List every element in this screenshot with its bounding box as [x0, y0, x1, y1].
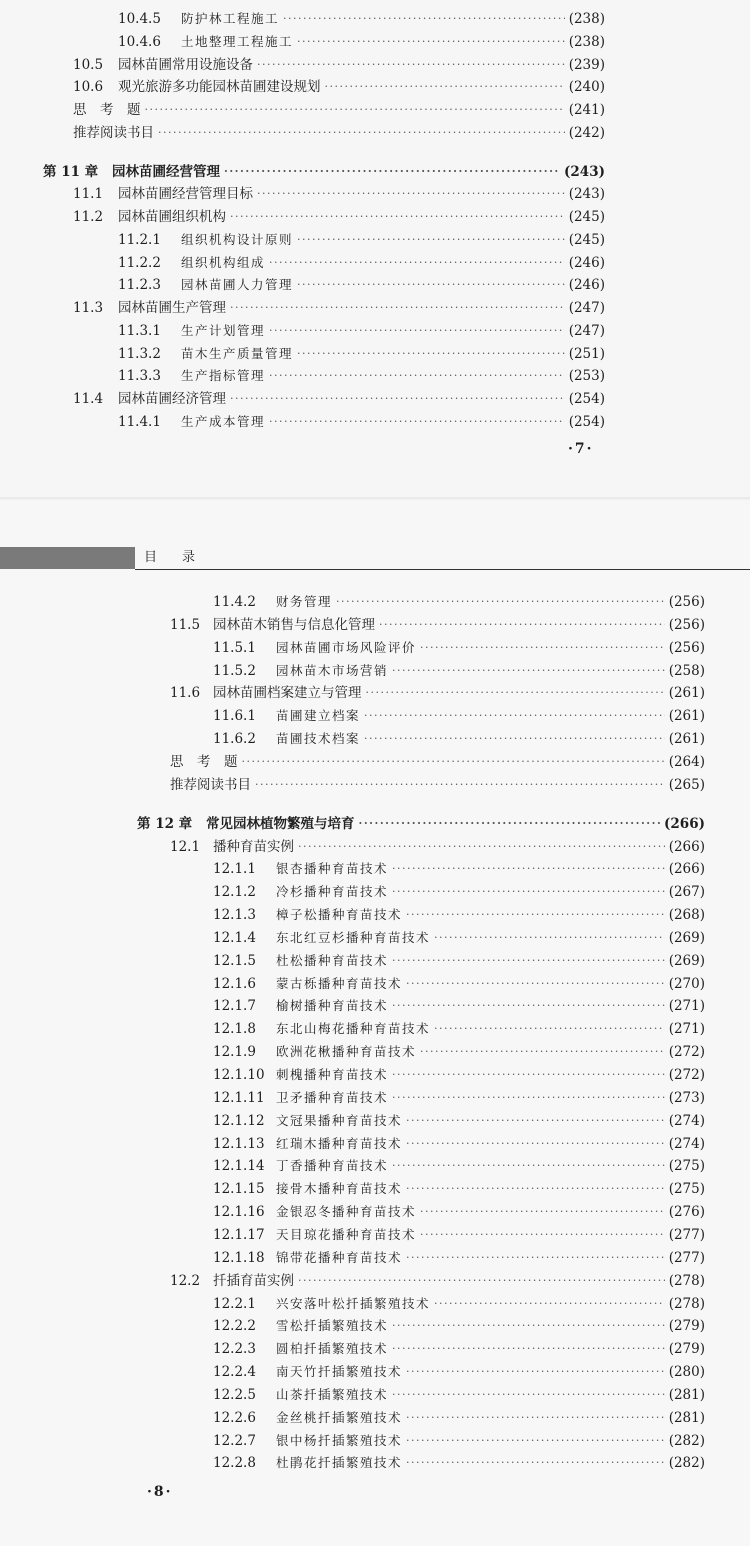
section-title: 苗木生产质量管理	[181, 346, 294, 361]
section-title: 生产指标管理	[181, 368, 266, 383]
dot-leader	[392, 660, 665, 682]
dot-leader	[406, 1133, 665, 1155]
toc-entry	[213, 950, 705, 972]
toc-entry	[213, 1201, 705, 1223]
toc-entry	[213, 1087, 705, 1109]
dot-leader	[230, 388, 565, 410]
page-reference: (281)	[668, 1410, 705, 1426]
toc-entry	[213, 1178, 705, 1200]
toc-entry	[170, 774, 705, 796]
page-reference: (273)	[668, 1090, 705, 1106]
dot-leader	[406, 904, 665, 926]
toc-entry	[170, 614, 705, 636]
dot-leader	[392, 1155, 665, 1177]
section-number: 10.4.5	[118, 11, 161, 27]
section-number: 12.1	[170, 839, 201, 855]
section-number: 11.2.2	[118, 255, 161, 271]
section-number: 11.5	[170, 617, 201, 633]
toc-page-8	[0, 500, 750, 1546]
section-number: 11.6.2	[213, 731, 256, 747]
section-number: 12.1.5	[213, 953, 256, 969]
dot-leader	[406, 1407, 665, 1429]
page-reference: (264)	[668, 754, 705, 770]
section-number: 12.2.3	[213, 1341, 256, 1357]
toc-entry	[213, 1384, 705, 1406]
section-number: 11.5.2	[213, 663, 256, 679]
page-reference: (247)	[568, 323, 605, 339]
page-reference: (276)	[668, 1204, 705, 1220]
section-title: 雪松扦插繁殖技术	[276, 1318, 389, 1333]
section-number: 11.3.2	[118, 346, 161, 362]
section-number: 11.1	[73, 186, 104, 202]
running-header: 目 录	[144, 550, 202, 565]
section-title: 观光旅游多功能园林苗圃建设规划	[118, 79, 321, 95]
dot-leader	[297, 229, 565, 251]
dot-leader	[297, 343, 565, 365]
section-title: 土地整理工程施工	[181, 34, 294, 49]
page-reference: (239)	[568, 57, 605, 73]
toc-entry	[213, 995, 705, 1017]
page-reference: (281)	[668, 1387, 705, 1403]
section-number: 11.6.1	[213, 708, 256, 724]
dot-leader	[420, 1201, 665, 1223]
section-title: 圆柏扦插繁殖技术	[276, 1341, 389, 1356]
section-title: 常见园林植物繁殖与培育	[206, 816, 355, 832]
page-reference: (240)	[568, 79, 605, 95]
page-reference: (269)	[668, 930, 705, 946]
page-reference: (254)	[568, 391, 605, 407]
section-number: 12.2	[170, 1273, 201, 1289]
dot-leader	[392, 1384, 665, 1406]
dot-leader	[406, 973, 665, 995]
toc-entry	[213, 1452, 705, 1474]
page-reference: (251)	[568, 346, 605, 362]
page-reference: (256)	[668, 617, 705, 633]
page-reference: (238)	[568, 34, 605, 50]
dot-leader	[434, 927, 665, 949]
section-number: 11.3.1	[118, 323, 161, 339]
section-title: 苗圃技术档案	[276, 731, 361, 746]
section-title: 金银忍冬播种育苗技术	[276, 1204, 417, 1219]
dot-leader	[406, 1430, 665, 1452]
toc-entry	[213, 728, 705, 750]
section-number: 12.2.5	[213, 1387, 256, 1403]
section-title: 欧洲花楸播种育苗技术	[276, 1044, 417, 1059]
toc-entry	[213, 591, 705, 613]
dot-leader	[257, 183, 565, 205]
dot-leader	[366, 682, 665, 704]
toc-entry	[213, 881, 705, 903]
page-reference: (256)	[668, 594, 705, 610]
page-reference: (269)	[668, 953, 705, 969]
section-number: 12.1.18	[213, 1250, 265, 1266]
page-reference: (258)	[668, 663, 705, 679]
toc-entry	[213, 1064, 705, 1086]
page-reference: (243)	[568, 186, 605, 202]
toc-entry	[170, 751, 705, 773]
toc-chapter-entry	[137, 813, 705, 835]
toc-entry	[73, 297, 605, 319]
page-reference: (268)	[668, 907, 705, 923]
section-title: 园林苗圃经营管理	[112, 164, 220, 180]
section-number: 第 11 章	[43, 164, 99, 180]
section-number: 11.4	[73, 391, 104, 407]
page-number: ·8·	[147, 1484, 173, 1500]
section-number: 11.3.3	[118, 368, 161, 384]
section-number: 12.2.8	[213, 1455, 256, 1471]
page-reference: (275)	[668, 1158, 705, 1174]
toc-entry	[213, 904, 705, 926]
page-reference: (267)	[668, 884, 705, 900]
section-title: 思 考 题	[170, 754, 238, 770]
section-number: 12.1.2	[213, 884, 256, 900]
toc-entry	[73, 183, 605, 205]
section-number: 12.1.3	[213, 907, 256, 923]
toc-entry	[213, 637, 705, 659]
dot-leader	[392, 1315, 665, 1337]
section-title: 园林苗圃经营管理目标	[118, 186, 253, 202]
section-title: 红瑞木播种育苗技术	[276, 1136, 403, 1151]
section-title: 榆树播种育苗技术	[276, 998, 389, 1013]
dot-leader	[224, 161, 560, 183]
section-number: 12.1.8	[213, 1021, 256, 1037]
toc-entry	[213, 858, 705, 880]
toc-entry	[118, 411, 605, 433]
page-reference: (266)	[668, 861, 705, 877]
toc-entry	[213, 973, 705, 995]
toc-entry	[73, 76, 605, 98]
section-number: 第 12 章	[137, 816, 193, 832]
toc-entry	[213, 1110, 705, 1132]
dot-leader	[298, 836, 665, 858]
dot-leader	[269, 365, 565, 387]
page-reference: (271)	[668, 998, 705, 1014]
section-number: 11.3	[73, 300, 104, 316]
section-title: 接骨木播种育苗技术	[276, 1181, 403, 1196]
page-reference: (238)	[568, 11, 605, 27]
section-number: 11.4.1	[118, 414, 161, 430]
dot-leader	[406, 1247, 665, 1269]
section-title: 杜松播种育苗技术	[276, 953, 389, 968]
section-title: 园林苗圃档案建立与管理	[213, 685, 362, 701]
section-title: 文冠果播种育苗技术	[276, 1113, 403, 1128]
dot-leader	[420, 1224, 665, 1246]
dot-leader	[269, 320, 565, 342]
page-reference: (282)	[668, 1433, 705, 1449]
dot-leader	[336, 591, 665, 613]
header-rule	[135, 569, 750, 570]
dot-leader	[406, 1452, 665, 1474]
toc-entry	[213, 1224, 705, 1246]
page-reference: (245)	[568, 209, 605, 225]
section-number: 11.2	[73, 209, 104, 225]
section-title: 刺槐播种育苗技术	[276, 1067, 389, 1082]
page-reference: (274)	[668, 1136, 705, 1152]
section-number: 12.2.6	[213, 1410, 256, 1426]
page-reference: (246)	[568, 277, 605, 293]
toc-entry	[170, 682, 705, 704]
section-title: 生产计划管理	[181, 323, 266, 338]
dot-leader	[242, 751, 665, 773]
section-title: 金丝桃扦插繁殖技术	[276, 1410, 403, 1425]
toc-entry	[213, 1407, 705, 1429]
page-reference: (274)	[668, 1113, 705, 1129]
section-title: 推荐阅读书目	[73, 125, 154, 141]
section-title: 天目琼花播种育苗技术	[276, 1227, 417, 1242]
section-number: 10.5	[73, 57, 104, 73]
section-title: 园林苗圃生产管理	[118, 300, 226, 316]
dot-leader	[406, 1110, 665, 1132]
section-title: 园林苗木销售与信息化管理	[213, 617, 375, 633]
section-number: 11.2.3	[118, 277, 161, 293]
section-number: 12.1.15	[213, 1181, 265, 1197]
section-number: 11.6	[170, 685, 201, 701]
section-title: 东北山梅花播种育苗技术	[276, 1021, 431, 1036]
toc-entry	[118, 343, 605, 365]
page-reference: (266)	[664, 816, 705, 832]
section-number: 11.4.2	[213, 594, 256, 610]
section-title: 冷杉播种育苗技术	[276, 884, 389, 899]
dot-leader	[434, 1018, 665, 1040]
section-title: 园林苗圃市场风险评价	[276, 640, 417, 655]
section-number: 12.1.6	[213, 976, 256, 992]
page-reference: (279)	[668, 1341, 705, 1357]
section-title: 银中杨扦插繁殖技术	[276, 1433, 403, 1448]
dot-leader	[269, 252, 565, 274]
section-number: 12.1.1	[213, 861, 256, 877]
page-reference: (270)	[668, 976, 705, 992]
page-reference: (247)	[568, 300, 605, 316]
section-title: 生产成本管理	[181, 414, 266, 429]
page-reference: (256)	[668, 640, 705, 656]
dot-leader	[420, 1041, 665, 1063]
section-number: 12.1.9	[213, 1044, 256, 1060]
page-reference: (271)	[668, 1021, 705, 1037]
section-title: 苗圃建立档案	[276, 708, 361, 723]
section-number: 12.2.2	[213, 1318, 256, 1334]
section-title: 银杏播种育苗技术	[276, 861, 389, 876]
toc-entry	[118, 320, 605, 342]
dot-leader	[297, 274, 565, 296]
toc-entry	[118, 252, 605, 274]
section-title: 播种育苗实例	[213, 839, 294, 855]
dot-leader	[230, 206, 565, 228]
dot-leader	[359, 813, 661, 835]
section-title: 园林苗圃常用设施设备	[118, 57, 253, 73]
section-title: 锦带花播种育苗技术	[276, 1250, 403, 1265]
toc-entry	[213, 1315, 705, 1337]
toc-entry	[213, 1247, 705, 1269]
section-title: 园林苗木市场营销	[276, 663, 389, 678]
page-reference: (245)	[568, 232, 605, 248]
page-reference: (272)	[668, 1044, 705, 1060]
dot-leader	[392, 1087, 665, 1109]
dot-leader	[283, 8, 565, 30]
page-reference: (254)	[568, 414, 605, 430]
dot-leader	[392, 995, 665, 1017]
section-number: 12.1.10	[213, 1067, 265, 1083]
section-title: 南天竹扦插繁殖技术	[276, 1364, 403, 1379]
section-title: 园林苗圃经济管理	[118, 391, 226, 407]
section-title: 丁香播种育苗技术	[276, 1158, 389, 1173]
section-number: 12.1.11	[213, 1090, 265, 1106]
toc-entry	[73, 99, 605, 121]
toc-entry	[118, 365, 605, 387]
toc-entry	[213, 927, 705, 949]
toc-entry	[73, 388, 605, 410]
dot-leader	[406, 1178, 665, 1200]
dot-leader	[392, 950, 665, 972]
page-reference: (278)	[668, 1296, 705, 1312]
section-title: 兴安落叶松扦插繁殖技术	[276, 1296, 431, 1311]
section-title: 园林苗圃人力管理	[181, 277, 294, 292]
page-reference: (278)	[668, 1273, 705, 1289]
dot-leader	[158, 122, 565, 144]
section-title: 扦插育苗实例	[213, 1273, 294, 1289]
dot-leader	[392, 1064, 665, 1086]
section-title: 防护林工程施工	[181, 11, 280, 26]
toc-page-7	[0, 0, 750, 500]
toc-entry	[213, 1338, 705, 1360]
dot-leader	[255, 774, 665, 796]
toc-entry	[213, 660, 705, 682]
page-reference: (282)	[668, 1455, 705, 1471]
page-reference: (261)	[668, 708, 705, 724]
section-number: 12.2.4	[213, 1364, 256, 1380]
section-title: 园林苗圃组织机构	[118, 209, 226, 225]
page-reference: (246)	[568, 255, 605, 271]
dot-leader	[364, 728, 665, 750]
section-number: 12.1.4	[213, 930, 256, 946]
section-number: 12.1.13	[213, 1136, 265, 1152]
dot-leader	[364, 705, 665, 727]
dot-leader	[392, 1338, 665, 1360]
toc-entry	[73, 54, 605, 76]
header-bar	[0, 547, 135, 569]
section-title: 财务管理	[276, 594, 333, 609]
toc-entry	[118, 274, 605, 296]
toc-entry	[118, 229, 605, 251]
dot-leader	[230, 297, 565, 319]
toc-entry	[73, 122, 605, 144]
section-number: 12.1.14	[213, 1158, 265, 1174]
toc-entry	[213, 1293, 705, 1315]
page-reference: (242)	[568, 125, 605, 141]
section-number: 12.1.17	[213, 1227, 265, 1243]
page-reference: (266)	[668, 839, 705, 855]
dot-leader	[269, 411, 565, 433]
section-title: 卫矛播种育苗技术	[276, 1090, 389, 1105]
dot-leader	[420, 637, 665, 659]
section-number: 12.1.16	[213, 1204, 265, 1220]
toc-entry	[73, 206, 605, 228]
toc-entry	[170, 836, 705, 858]
section-number: 11.5.1	[213, 640, 256, 656]
section-title: 蒙古栎播种育苗技术	[276, 976, 403, 991]
section-title: 组织机构设计原则	[181, 232, 294, 247]
page-reference: (241)	[568, 102, 605, 118]
section-number: 12.2.1	[213, 1296, 256, 1312]
section-number: 11.2.1	[118, 232, 161, 248]
section-title: 推荐阅读书目	[170, 777, 251, 793]
section-title: 组织机构组成	[181, 255, 266, 270]
page-reference: (279)	[668, 1318, 705, 1334]
dot-leader	[392, 881, 665, 903]
section-title: 樟子松播种育苗技术	[276, 907, 403, 922]
page-reference: (253)	[568, 368, 605, 384]
dot-leader	[379, 614, 665, 636]
toc-entry	[213, 705, 705, 727]
toc-entry	[213, 1041, 705, 1063]
section-number: 12.1.12	[213, 1113, 265, 1129]
toc-entry	[213, 1430, 705, 1452]
page-reference: (280)	[668, 1364, 705, 1380]
section-number: 12.2.7	[213, 1433, 256, 1449]
dot-leader	[297, 31, 565, 53]
page-reference: (261)	[668, 731, 705, 747]
section-title: 东北红豆杉播种育苗技术	[276, 930, 431, 945]
page-reference: (261)	[668, 685, 705, 701]
section-title: 杜鹃花扦插繁殖技术	[276, 1455, 403, 1470]
page-reference: (265)	[668, 777, 705, 793]
page-number: ·7·	[568, 441, 594, 457]
toc-entry	[213, 1133, 705, 1155]
page-reference: (243)	[564, 164, 605, 180]
section-title: 山茶扦插繁殖技术	[276, 1387, 389, 1402]
dot-leader	[406, 1361, 665, 1383]
toc-chapter-entry	[43, 161, 605, 183]
dot-leader	[298, 1270, 665, 1292]
page-reference: (277)	[668, 1227, 705, 1243]
dot-leader	[257, 54, 565, 76]
toc-entry	[118, 31, 605, 53]
page-reference: (277)	[668, 1250, 705, 1266]
page-reference: (275)	[668, 1181, 705, 1197]
toc-entry	[170, 1270, 705, 1292]
page-reference: (272)	[668, 1067, 705, 1083]
dot-leader	[434, 1293, 665, 1315]
toc-entry	[213, 1361, 705, 1383]
dot-leader	[145, 99, 565, 121]
section-title: 思 考 题	[73, 102, 141, 118]
dot-leader	[392, 858, 665, 880]
dot-leader	[325, 76, 565, 98]
section-number: 12.1.7	[213, 998, 256, 1014]
toc-entry	[213, 1018, 705, 1040]
section-number: 10.6	[73, 79, 104, 95]
section-number: 10.4.6	[118, 34, 161, 50]
toc-entry	[118, 8, 605, 30]
toc-entry	[213, 1155, 705, 1177]
